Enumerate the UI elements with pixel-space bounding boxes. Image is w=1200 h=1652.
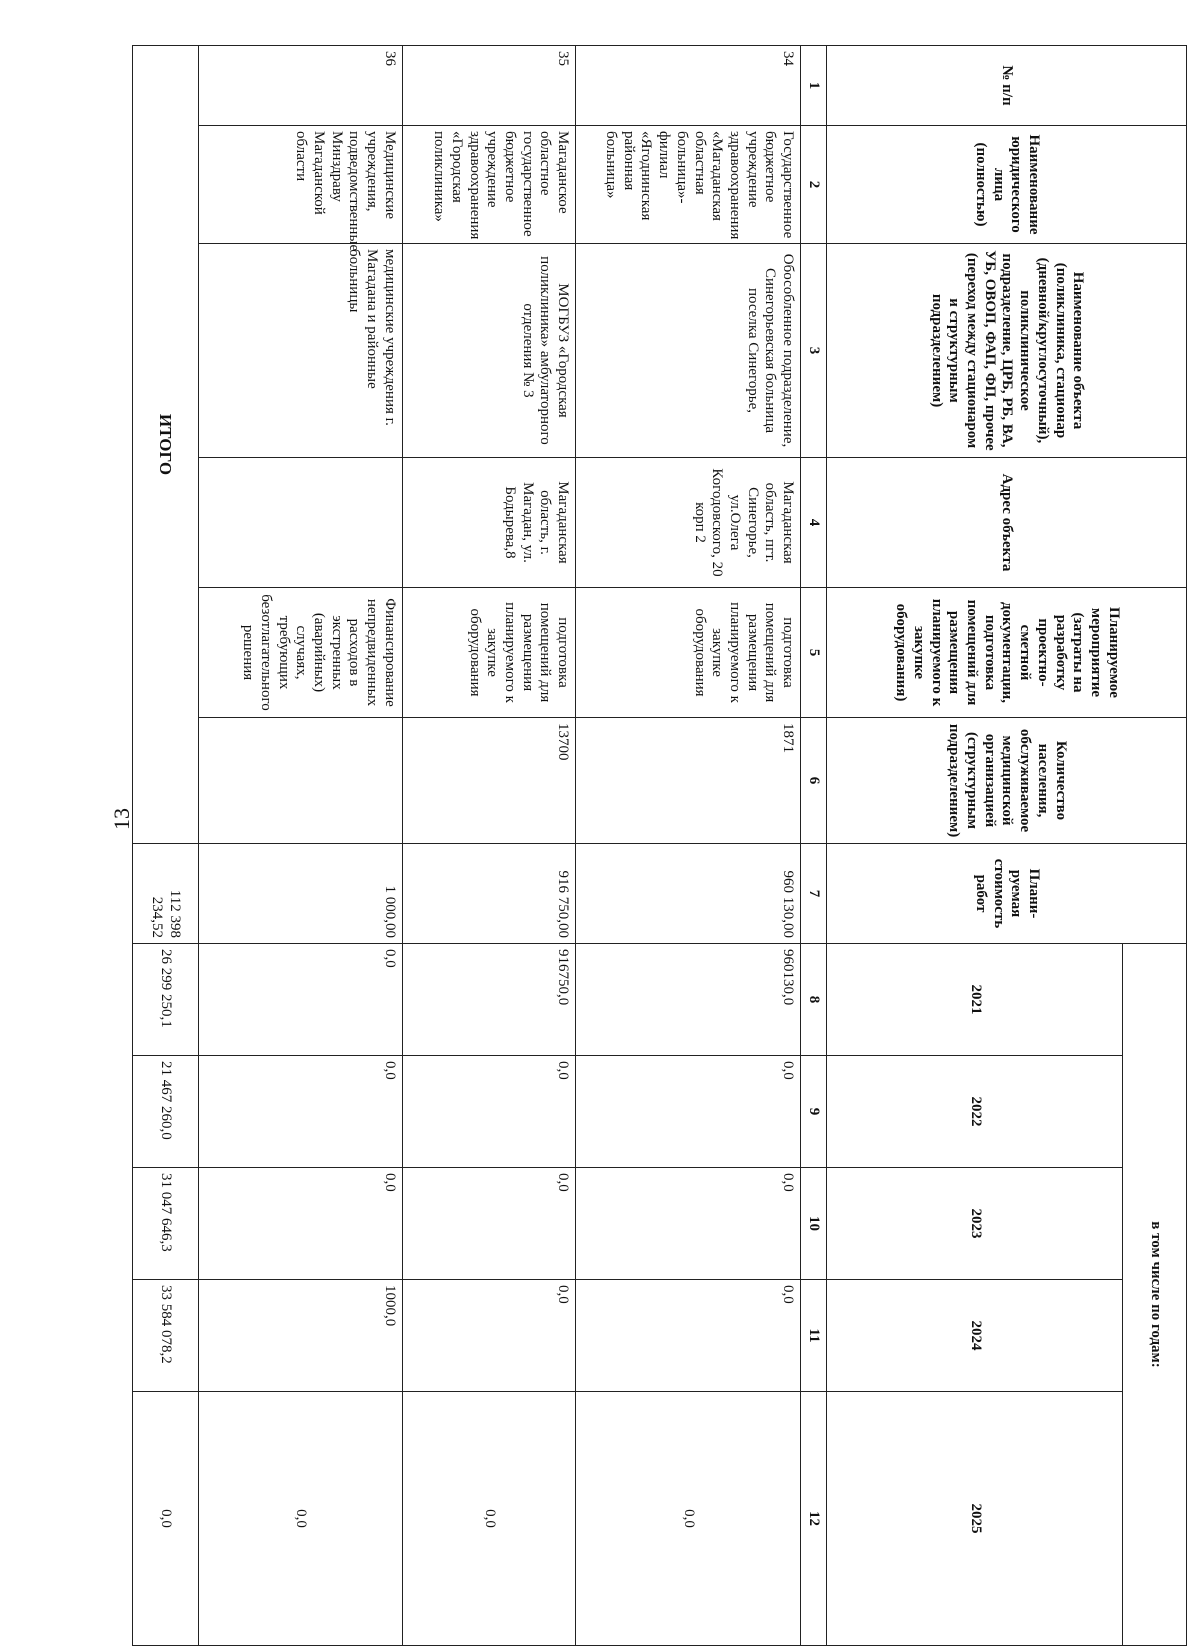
row-cost: 960 130,00 (576, 844, 801, 944)
row-address: Магаданская область, пгт. Синегорье, ул.Олега Когодовского, 20 корп 2 (576, 458, 801, 588)
column-number: 8 (800, 944, 826, 1056)
header-activity: Планируемое мероприятие (затраты на разработку проектно-сметной документации, подготовка помещений для размещения планируемого к закупке оборудования) (827, 588, 1187, 718)
total-cost: 112 398 234,52 (133, 844, 199, 944)
row-2021: 0,0 (198, 944, 402, 1056)
row-2025: 0,0 (576, 1392, 801, 1646)
column-number: 12 (800, 1392, 826, 1646)
header-legal-entity: Наименование юридического лица (полностью) (827, 126, 1187, 244)
header-years-group: в том числе по годам: (1123, 944, 1187, 1646)
header-cost: Плани-руемая стоимость работ (827, 844, 1187, 944)
row-legal-entity: Медицинские учреждения, подведомственные Минздраву Магаданской области (198, 126, 402, 244)
total-2021: 26 299 250,1 (133, 944, 199, 1056)
total-2025: 0,0 (133, 1392, 199, 1646)
row-population: 13700 (402, 718, 575, 844)
total-2024: 33 584 078,2 (133, 1280, 199, 1392)
total-label: ИТОГО (133, 46, 199, 844)
column-number: 9 (800, 1056, 826, 1168)
row-2024: 0,0 (402, 1280, 575, 1392)
header-address: Адрес объекта (827, 458, 1187, 588)
table-row (198, 46, 402, 1646)
header-year-2023: 2023 (827, 1168, 1123, 1280)
table-row (402, 46, 575, 1646)
column-number: 5 (800, 588, 826, 718)
row-address: Магаданская область, г. Магадан, ул. Бодырева,8 (402, 458, 575, 588)
row-address (198, 458, 402, 588)
row-object: МОГБУЗ «Городская поликлиника» амбулаторного отделения № 3 (402, 244, 575, 458)
row-2021: 916750,0 (402, 944, 575, 1056)
header-year-2021: 2021 (827, 944, 1123, 1056)
row-population (198, 718, 402, 844)
column-number: 6 (800, 718, 826, 844)
row-legal-entity: Магаданское областное государственное бюджетное учреждение здравоохранения «Городская поликлиника» (402, 126, 575, 244)
row-activity: подготовка помещений для размещения планируемого к закупке оборудования (402, 588, 575, 718)
row-2025: 0,0 (402, 1392, 575, 1646)
row-2022: 0,0 (402, 1056, 575, 1168)
row-activity: Финансирование непредвиденных расходов в экстренных (аварийных) случаях, требующих безотлагательного решения (198, 588, 402, 718)
column-number: 7 (800, 844, 826, 944)
row-2021: 960130,0 (576, 944, 801, 1056)
row-2022: 0,0 (576, 1056, 801, 1168)
row-2024: 1000,0 (198, 1280, 402, 1392)
program-table (132, 45, 1187, 1646)
header-population: Количество населения, обслуживаемое медицинской организацией (структурным подразделением) (827, 718, 1187, 844)
row-2023: 0,0 (576, 1168, 801, 1280)
total-row (133, 46, 199, 1646)
row-2024: 0,0 (576, 1280, 801, 1392)
row-legal-entity: Государственное бюджетное учреждение здравоохранения «Магаданская областная больница»- филиал «Ягоднинская районная больница» (576, 126, 801, 244)
header-object: Наименование объекта (поликлиника, стационар (дневной/круглосуточный), поликлиническое подразделение, ЦРБ, РБ, ВА, УБ, ОВОП, ФАП, ФП, прочее (переход между стационаром и структурным подразделением) (827, 244, 1187, 458)
row-2023: 0,0 (198, 1168, 402, 1280)
row-cost: 916 750,00 (402, 844, 575, 944)
table-row (576, 46, 801, 1646)
column-number: 11 (800, 1280, 826, 1392)
row-2025: 0,0 (198, 1392, 402, 1646)
total-2022: 21 467 260,0 (133, 1056, 199, 1168)
row-2022: 0,0 (198, 1056, 402, 1168)
column-numbers-row (800, 46, 826, 1646)
column-number: 1 (800, 46, 826, 126)
row-num: 36 (198, 46, 402, 126)
page-number: 13 (109, 808, 134, 830)
row-num: 34 (576, 46, 801, 126)
row-num: 35 (402, 46, 575, 126)
column-number: 3 (800, 244, 826, 458)
row-population: 1871 (576, 718, 801, 844)
row-2023: 0,0 (402, 1168, 575, 1280)
header-year-2024: 2024 (827, 1280, 1123, 1392)
rotated-table-container (132, 45, 1187, 1645)
row-object: Обособленное подразделение, Синегорьевская больница поселка Синегорье, (576, 244, 801, 458)
header-year-2022: 2022 (827, 1056, 1123, 1168)
total-2023: 31 047 646,3 (133, 1168, 199, 1280)
column-number: 2 (800, 126, 826, 244)
column-number: 4 (800, 458, 826, 588)
column-number: 10 (800, 1168, 826, 1280)
row-cost: 1 000,00 (198, 844, 402, 944)
header-year-2025: 2025 (827, 1392, 1123, 1646)
row-activity: подготовка помещений для размещения планируемого к закупке оборудования (576, 588, 801, 718)
row-object: медицинские учреждения г. Магадана и районные больницы (198, 244, 402, 458)
header-num: № п/п (827, 46, 1187, 126)
